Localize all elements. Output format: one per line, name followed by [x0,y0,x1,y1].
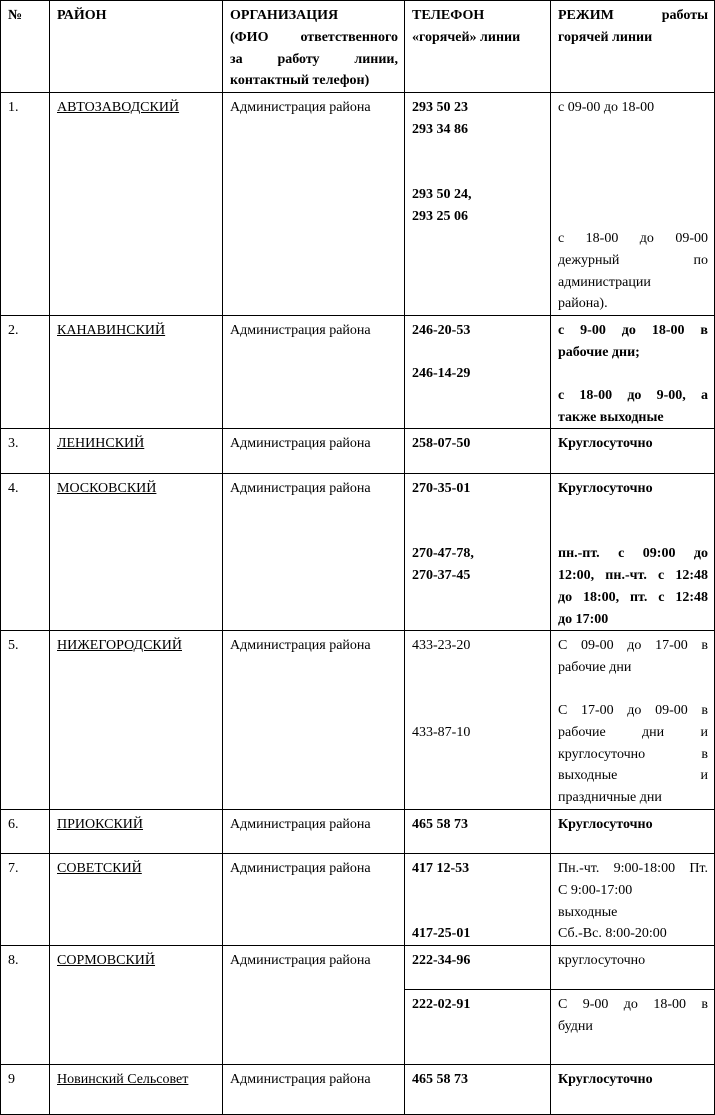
row-organization: Администрация района [223,809,405,853]
header-organization: ОРГАНИЗАЦИЯ (ФИО ответственного за работу линии, контактный телефон) [223,1,405,93]
row-district[interactable]: НИЖЕГОРОДСКИЙ [50,631,223,810]
row-district[interactable]: СОРМОВСКИЙ [50,946,223,1065]
row-mode: С 9-00 до 18-00 в будни [551,990,715,1065]
row-organization: Администрация района [223,316,405,429]
row-organization: Администрация района [223,853,405,945]
row-num: 9 [1,1065,50,1115]
row-mode: круглосуточно [551,946,715,990]
table-row [1,853,715,945]
row-organization: Администрация района [223,1065,405,1115]
row-phone: 417 12-53 417-25-01 [405,853,551,945]
header-row [1,1,715,93]
row-organization: Администрация района [223,474,405,631]
row-num: 6. [1,809,50,853]
row-organization: Администрация района [223,429,405,474]
table-row [1,474,715,631]
row-mode: Пн.-чт. 9:00-18:00 Пт. С 9:00-17:00 выходные Сб.-Вс. 8:00-20:00 [551,853,715,945]
row-organization: Администрация района [223,946,405,1065]
row-district[interactable]: АВТОЗАВОДСКИЙ [50,93,223,316]
row-district[interactable]: КАНАВИНСКИЙ [50,316,223,429]
header-num: № [1,1,50,93]
row-organization: Администрация района [223,631,405,810]
table-row [1,93,715,316]
row-mode: с 9-00 до 18-00 в рабочие дни; с 18-00 до 9-00, а также выходные [551,316,715,429]
row-district[interactable]: ЛЕНИНСКИЙ [50,429,223,474]
row-organization: Администрация района [223,93,405,316]
row-num: 8. [1,946,50,1065]
row-num: 2. [1,316,50,429]
row-phone: 465 58 73 [405,1065,551,1115]
row-num: 4. [1,474,50,631]
table-row [1,631,715,810]
header-district: РАЙОН [50,1,223,93]
row-district[interactable]: СОВЕТСКИЙ [50,853,223,945]
row-mode: Круглосуточно [551,429,715,474]
table-row [1,429,715,474]
header-phone: ТЕЛЕФОН «горячей» линии [405,1,551,93]
row-phone: 433-23-20 433-87-10 [405,631,551,810]
row-mode: Круглосуточно [551,809,715,853]
row-district[interactable]: МОСКОВСКИЙ [50,474,223,631]
row-num: 3. [1,429,50,474]
row-phone: 222-34-96 [405,946,551,990]
row-mode: Круглосуточно [551,1065,715,1115]
row-mode: Круглосуточно пн.-пт. с 09:00 до 12:00, пн.-чт. с 12:48 до 18:00, пт. с 12:48 до 17:00 [551,474,715,631]
table-row [1,946,715,990]
table-row [1,1065,715,1115]
row-mode: С 09-00 до 17-00 в рабочие дни С 17-00 до 09-00 в рабочие дни и круглосуточно в выходные и праздничные дни [551,631,715,810]
row-district[interactable]: ПРИОКСКИЙ [50,809,223,853]
row-num: 1. [1,93,50,316]
row-district[interactable]: Новинский Сельсовет [50,1065,223,1115]
row-mode: с 09-00 до 18-00 с 18-00 до 09-00 дежурный по администрации района). [551,93,715,316]
row-num: 7. [1,853,50,945]
row-num: 5. [1,631,50,810]
row-phone: 246-20-53 246-14-29 [405,316,551,429]
table-row [1,316,715,429]
row-phone: 293 50 23 293 34 86 293 50 24, 293 25 06 [405,93,551,316]
row-phone: 270-35-01 270-47-78, 270-37-45 [405,474,551,631]
row-phone: 258-07-50 [405,429,551,474]
header-mode: РЕЖИМ работы горячей линии [551,1,715,93]
row-phone: 465 58 73 [405,809,551,853]
row-phone: 222-02-91 [405,990,551,1065]
table-row [1,809,715,853]
